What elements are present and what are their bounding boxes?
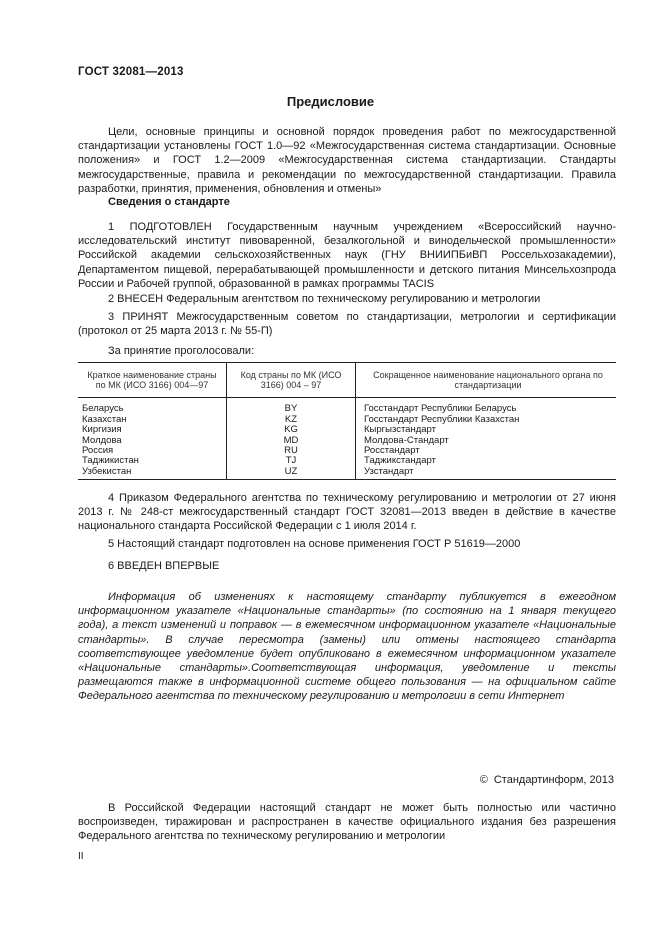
intro-paragraph: Цели, основные принципы и основной порядок проведения работ по межгосударственной стандартизации установлены ГОСТ 1.0—92 «Межгосударственная система стандартизации. Основные положения» и ГОСТ 1.2—2009 «Межгосударственная система стандартизации. Стандарты межгосударственные, правила и рекомендации по межгосударственной стандартизации. Правила разработки, принятия, применения, обновления и отмены» [78, 126, 616, 195]
country-code: KZ [227, 415, 356, 425]
reproduction-notice: В Российской Федерации настоящий стандарт не может быть полностью или частично воспроизведен, тиражирован и распространен в качестве официального издания без разрешения Федерального агентства по техническому регулированию и метрологии [78, 802, 616, 843]
standards-body: Кыргызстандарт [356, 425, 617, 435]
document-header: ГОСТ 32081—2013 [78, 66, 184, 78]
table-header-code: Код страны по МК (ИСО 3166) 004 – 97 [227, 363, 356, 398]
country-code: RU [227, 446, 356, 456]
standards-body: Госстандарт Республики Казахстан [356, 415, 617, 425]
table-row [78, 425, 616, 435]
changes-info-notice: Информация об изменениях к настоящему стандарту публикуется в ежегодном информационном указателе «Национальные стандарты» (по состоянию на 1 января текущего года), а текст изменений и поправок — в ежемесячном информационном указателе «Национальные стандарты». В случае пересмотра (замены) или отмены настоящего стандарта соответствующее уведомление будет опубликовано в ежемесячном информационном указателе «Национальные стандарты».Соответствующая информация, уведомление и тексты размещаются также в информационной системе общего пользования — на официальном сайте Федерального агентства по техническому регулированию и метрологии в сети Интернет [78, 591, 616, 703]
table-header-country: Краткое наименование страны по МК (ИСО 3166) 004—97 [78, 363, 227, 398]
item-5-basis: 5 Настоящий стандарт подготовлен на основе применения ГОСТ Р 51619—2000 [108, 538, 521, 550]
country-name: Россия [82, 445, 114, 457]
country-code: UZ [227, 467, 356, 480]
country-code: KG [227, 425, 356, 435]
table-row [78, 415, 616, 425]
country-name: Таджикистан [82, 455, 139, 467]
item-1-prepared: 1 ПОДГОТОВЛЕН Государственным научным учреждением «Всероссийский научно-исследовательский институт пивоваренной, безалкогольной и винодельческой промышленности» Российской академии сельскохозяйственных наук (ГНУ ВНИИПБиВП Россельхозакадемии), Департаментом пищевой, перерабатывающей промышленности и детского питания Минсельхозпрода России и Рабочей группой, образованной в рамках программы TACIS [78, 221, 616, 290]
country-name: Молдова [82, 434, 122, 446]
copyright-symbol: © [479, 774, 488, 786]
table-row [78, 446, 616, 456]
info-heading: Сведения о стандарте [108, 196, 230, 208]
country-code: MD [227, 436, 356, 446]
item-3-adopted: 3 ПРИНЯТ Межгосударственным советом по стандартизации, метрологии и сертификации (протокол от 25 марта 2013 г. № 55-П) [78, 311, 616, 338]
table-row [78, 436, 616, 446]
country-code: BY [227, 398, 356, 415]
standards-body: Узстандарт [356, 467, 617, 480]
item-2-introduced: 2 ВНЕСЕН Федеральным агентством по техническому регулированию и метрологии [108, 293, 541, 305]
copyright-line [480, 774, 614, 786]
voting-table [78, 362, 616, 480]
page-number: II [78, 851, 84, 862]
standards-body: Таджикстандарт [356, 456, 617, 466]
item-6-first-introduced: 6 ВВЕДЕН ВПЕРВЫЕ [108, 560, 220, 572]
standards-body: Росстандарт [356, 446, 617, 456]
voted-label: За принятие проголосовали: [108, 345, 255, 357]
country-code: TJ [227, 456, 356, 466]
country-name: Киргизия [82, 424, 122, 436]
standards-body: Молдова-Стандарт [356, 436, 617, 446]
table-row [78, 467, 616, 480]
table-header-body: Сокращенное наименование национального органа по стандартизации [356, 363, 617, 398]
table-header-row [78, 363, 616, 398]
standards-body: Госстандарт Республики Беларусь [356, 398, 617, 415]
country-name: Беларусь [82, 403, 124, 415]
table-row [78, 456, 616, 466]
section-title: Предисловие [286, 94, 375, 109]
copyright-text: Стандартинформ, 2013 [493, 774, 614, 786]
item-4-order: 4 Приказом Федерального агентства по техническому регулированию и метрологии от 27 июня 2013 г. № 248-ст межгосударственный стандарт ГОСТ 32081—2013 введен в действие в качестве национального стандарта Российской Федерации с 1 июля 2014 г. [78, 492, 616, 533]
country-name: Казахстан [82, 413, 127, 425]
table-row [78, 398, 616, 415]
country-name: Узбекистан [78, 467, 227, 480]
